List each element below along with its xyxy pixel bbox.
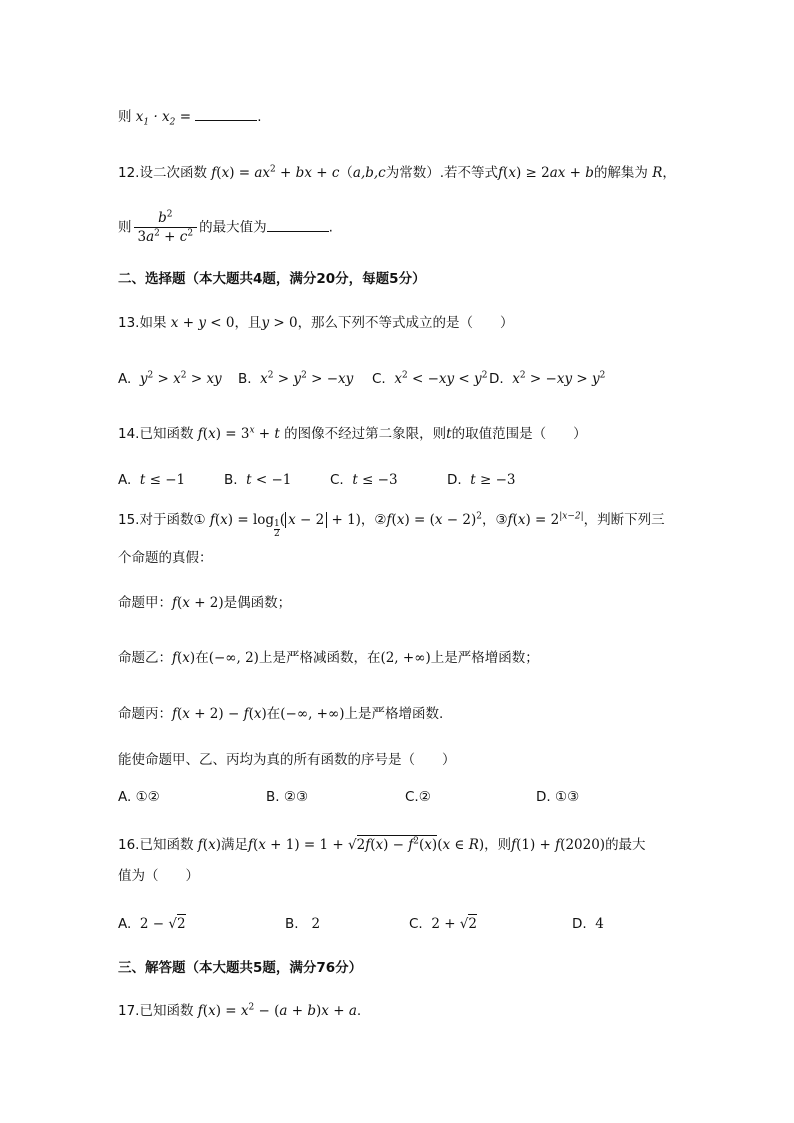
text: 上是严格增函数； [430,650,539,666]
math-expr: (−∞, +∞) [280,706,345,722]
text: 在 [266,706,281,722]
answer-blank[interactable] [267,219,329,232]
text: ，② [360,512,387,528]
text: 则 [118,109,132,125]
option-c[interactable]: C. 2 + √2 [409,916,477,932]
text: 已知函数 [139,837,194,853]
math-expr: $f(x) = 3^x + t$ [197,425,280,442]
option-a[interactable]: A. $y^2 > x^2$ > xy [118,370,222,387]
text: 命题乙： [118,650,172,666]
option-a[interactable]: A. 2 − √2 [118,916,186,932]
text: . [257,109,262,125]
math-expr: (2, +∞) [380,650,431,666]
text: 的最大 [605,837,646,853]
math-expr: t [446,426,452,442]
question-14 [118,424,587,444]
question-16-options [0,914,794,934]
question-number: 16. [118,837,140,853]
math-expr: f(x + 2) [172,595,224,611]
math-expr: f(x) = log $\frac{1}{2}$ ( x − 2 + 1) [209,512,361,539]
text: 上是严格减函数，在 [258,650,381,666]
fraction: $\frac{b^2}{3a^2 + c^2}$ [134,210,198,245]
math-expr: (−∞, 2) [208,650,259,666]
section-heading: 二、选择题（本大题共4题，满分20分，每题5分） [118,271,426,287]
math-expr: f(1) + f(2020) [511,837,606,853]
question-number: 12. [118,165,140,181]
text: ，则 [484,837,512,853]
question-16 [118,835,646,855]
text: ，③ [481,512,508,528]
text: ，那么下列不等式成立的是（ ） [297,315,514,331]
text: 命题丙： [118,706,172,722]
option-c[interactable]: C. t ≤ −3 [330,472,398,488]
answer-blank[interactable] [195,108,257,121]
question-number: 13. [118,315,140,331]
math-expr: $f(x + 1) = 1 + √2f(x) - f^2(x)(x$ ∈ R) [247,836,485,853]
text: . [356,1003,362,1019]
math-expr: $x_1 \cdot x_2$ = [135,109,191,128]
text: 已知函数 [139,1003,194,1019]
text: 则 [118,219,132,236]
option-c[interactable]: C. $x^2 < -xy < y^2$ [372,370,488,387]
question-17 [118,1001,361,1021]
text: （ [339,165,353,181]
proposition-bing [118,704,443,724]
option-d[interactable]: D. t ≥ −3 [447,472,516,488]
option-d[interactable]: D. $x^2 > -xy > y^2$ [489,370,606,387]
math-expr: f(x + 2) − f(x) [172,706,267,722]
math-expr: R [652,165,663,181]
proposition-yi [118,648,539,668]
question-15 [118,510,665,539]
question-13 [118,313,514,333]
text: 是偶函数； [223,595,292,611]
text: 的解集为 [593,165,648,181]
option-b[interactable]: B. t < −1 [224,472,292,488]
question-number: 14. [118,426,140,442]
question-14-options [0,470,794,490]
text: 的取值范围是（ ） [451,426,587,442]
question-number: 17. [118,1003,140,1019]
option-b[interactable]: B. 2 [285,916,321,932]
question-16-line2: 值为（ ） [118,868,199,884]
proposition-jia [118,593,291,613]
section-heading: 三、解答题（本大题共5题，满分76分） [118,960,363,976]
option-d[interactable]: D. 4 [572,916,604,932]
text: 在 [195,650,209,666]
option-a[interactable]: A. t ≤ −1 [118,472,186,488]
math-expr: $f(x) = ax^2$ + bx + c [211,164,340,181]
text: ，判断下列三 [583,512,665,528]
option-d[interactable]: D. ①③ [536,789,580,805]
question-15-options [0,787,794,807]
text: 已知函数 [139,426,194,442]
text: 的图像不经过第二象限，则 [284,426,447,442]
text: 对于函数① [139,512,206,528]
math-expr: f(x) [172,650,196,666]
text: 命题甲： [118,595,172,611]
text: 上是严格增函数. [344,706,444,722]
math-expr: $f(x) = 2^{|x-2|}$ [507,511,584,528]
text: ，且 [234,315,262,331]
math-expr: f(x) ≥ 2ax + b [498,165,594,181]
option-c[interactable]: C.② [405,789,431,805]
math-expr: $f(x) = (x - 2)^2$ [386,511,482,528]
text: 为常数）.若不等式 [385,165,499,181]
question-12 [118,163,676,183]
text: 设二次函数 [139,165,207,181]
math-expr: a,b,c [352,165,386,181]
math-expr: $f(x) = x^2 - (a + b)x + a$ [197,1002,357,1019]
math-expr: x + y < 0 [170,315,235,331]
text: . [328,219,333,236]
question-number: 15. [118,512,140,528]
math-expr: y > 0 [261,315,298,331]
question-15-line2: 个命题的真假： [118,550,213,566]
question-15-ask: 能使命题甲、乙、丙均为真的所有函数的序号是（ ） [118,752,456,768]
text: ， [662,165,676,181]
question-12-line2 [118,210,333,245]
option-a[interactable]: A. ①② [118,789,160,805]
q11-answer-line [118,107,262,127]
question-13-options [0,369,794,389]
text: 的最大值为 [199,219,267,236]
math-expr: f(x) [197,837,221,853]
option-b[interactable]: B. $x^2 > y^2 > -xy$ [238,370,354,387]
text: 满足 [220,837,248,853]
option-b[interactable]: B. ②③ [266,789,309,805]
text: 如果 [139,315,167,331]
